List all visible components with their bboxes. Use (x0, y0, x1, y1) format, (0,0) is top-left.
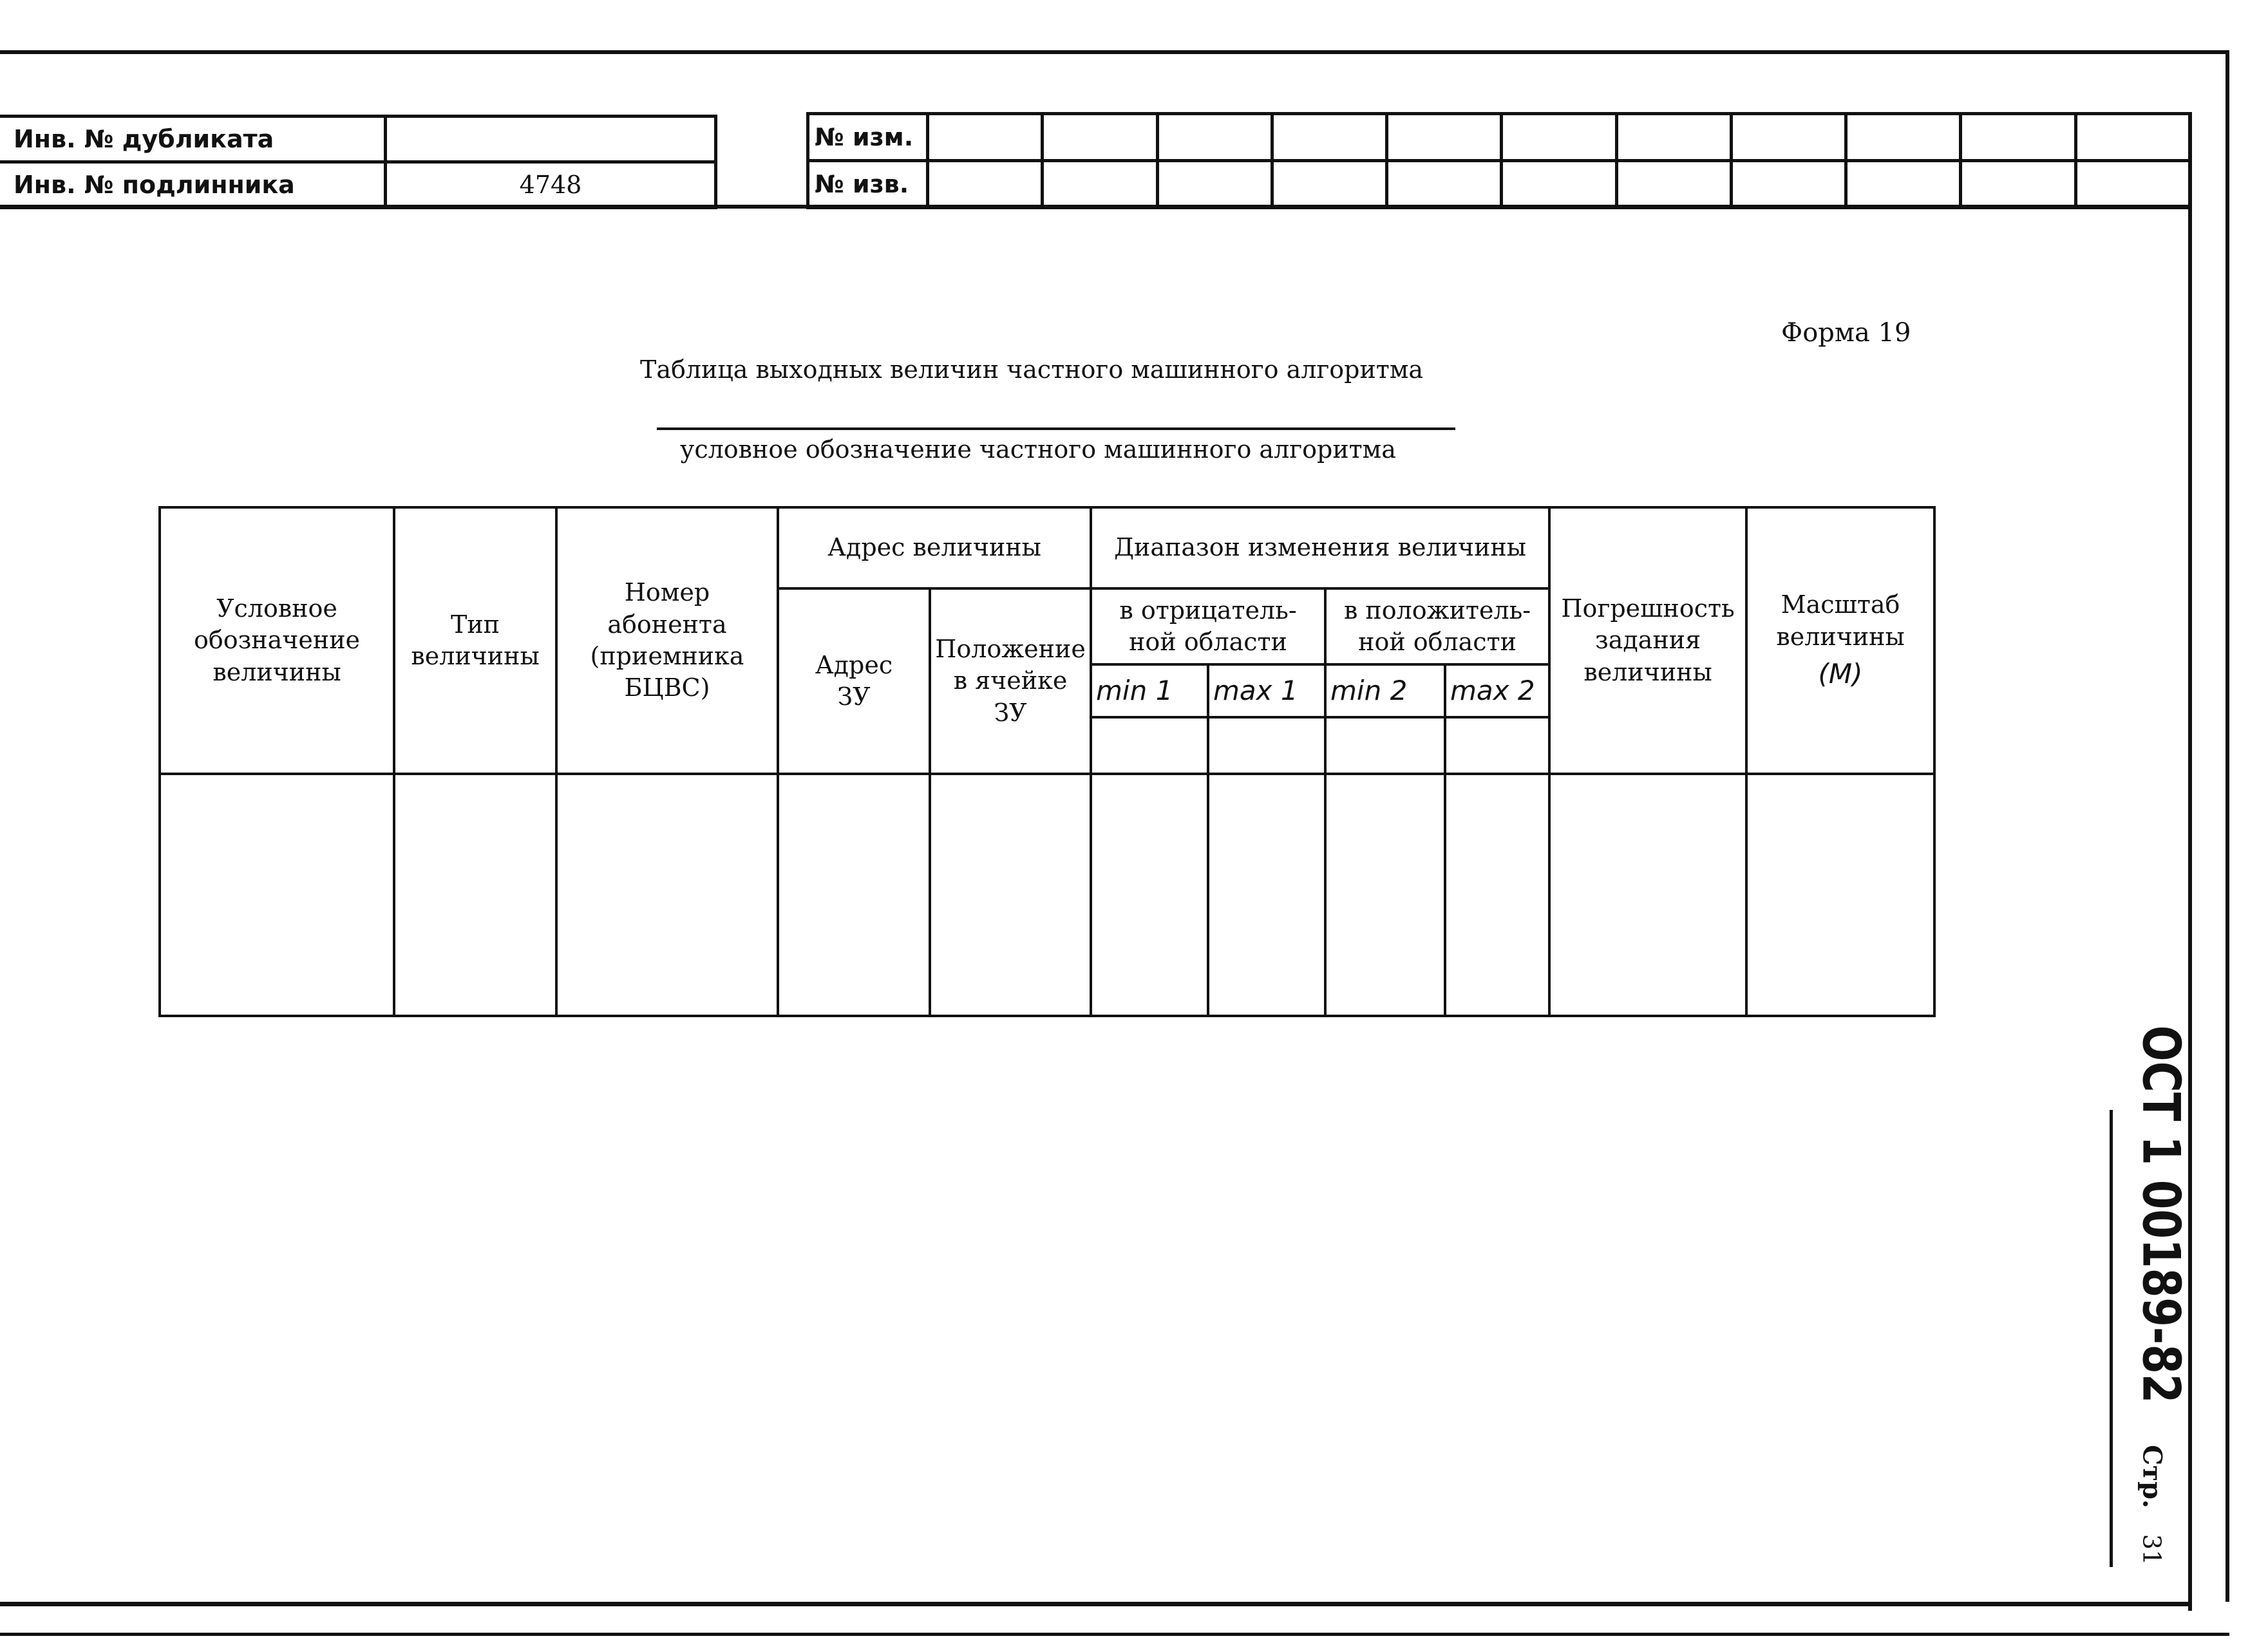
header-scale-label: Масштаб величины (1776, 590, 1905, 651)
table-cell (394, 774, 556, 1016)
page-subtitle: условное обозначение частного машинного алгоритма (680, 435, 1396, 464)
stamp-right-cell (1157, 161, 1272, 208)
stamp-right-cell (2075, 114, 2190, 161)
table-cell (1208, 774, 1325, 1016)
frame-bottom-outer-line (0, 1633, 2229, 1636)
stamp-right-cell (1272, 161, 1386, 208)
stamp-right (806, 112, 2192, 209)
page-label: Стр. (2137, 1445, 2168, 1508)
table-cell (1091, 717, 1208, 774)
stamp-right-cell (1846, 161, 1961, 208)
stamp-right-cell (1387, 161, 1502, 208)
stamp-right-label-notice: № изв. (808, 161, 928, 208)
header-range-group: Диапазон изменения величины (1091, 507, 1549, 588)
table-cell (1549, 774, 1746, 1016)
header-subscriber-number: Номер абонента (приемника БЦВС) (556, 507, 778, 774)
standard-designation: ОСТ 1 00189-82 (2131, 1025, 2191, 1403)
header-position-in-cell: Положение в ячейке ЗУ (930, 588, 1091, 774)
page-title: Таблица выходных величин частного машинного алгоритма (640, 355, 1424, 384)
table-cell (1445, 774, 1549, 1016)
header-range-negative: в отрицатель- ной области (1091, 588, 1325, 664)
stamp-right-cell (1961, 114, 2075, 161)
table-cell (1208, 717, 1325, 774)
side-stamp-rule (2110, 1110, 2113, 1567)
frame-top-line (0, 50, 2228, 54)
header-type: Тип величины (394, 507, 556, 774)
frame-right-outer-line (2225, 50, 2229, 1602)
stamp-right-cell (1043, 161, 1157, 208)
stamp-right-cell (2075, 161, 2190, 208)
stamp-right-cell (1731, 161, 1846, 208)
stamp-right-cell (1731, 114, 1846, 161)
header-range-positive: в положитель- ной области (1325, 588, 1549, 664)
stamp-right-cell (928, 114, 1043, 161)
header-scale-symbol: (M) (1818, 658, 1863, 690)
form-label: Форма 19 (1781, 318, 1911, 348)
stamp-left (0, 115, 717, 209)
stamp-right-cell (1846, 114, 1961, 161)
header-address-zu: Адрес ЗУ (778, 588, 930, 774)
header-address-group: Адрес величины (778, 507, 1091, 588)
frame-bottom-inner-line (0, 1602, 2192, 1606)
header-max1: max 1 (1208, 664, 1325, 717)
stamp-right-cell (1043, 114, 1157, 161)
table-cell (1325, 717, 1445, 774)
header-designation: Условное обозначение величины (160, 507, 394, 774)
header-error: Погрешность задания величины (1549, 507, 1746, 774)
stamp-right-cell (1502, 114, 1616, 161)
header-max2: max 2 (1445, 664, 1549, 717)
stamp-left-value-duplicate (386, 117, 716, 162)
table-cell (930, 774, 1091, 1016)
subtitle-rule (657, 427, 1455, 430)
table-cell (160, 774, 394, 1016)
stamp-left-label-duplicate: Инв. № дубликата (0, 117, 386, 162)
stamp-right-cell (1616, 114, 1731, 161)
stamp-left-value-original: 4748 (386, 162, 716, 208)
page-number: 31 (2137, 1534, 2166, 1566)
header-min2: min 2 (1325, 664, 1445, 717)
stamp-right-cell (1387, 114, 1502, 161)
table-cell (1445, 717, 1549, 774)
output-values-table (158, 506, 1936, 1017)
stamp-right-cell (1157, 114, 1272, 161)
stamp-right-cell (1961, 161, 2075, 208)
stamp-right-cell (1502, 161, 1616, 208)
stamp-right-label-change: № изм. (808, 114, 928, 161)
table-cell (778, 774, 930, 1016)
table-cell (556, 774, 778, 1016)
table-cell (1325, 774, 1445, 1016)
table-cell (1091, 774, 1208, 1016)
header-scale (1746, 507, 1934, 774)
table-row (160, 774, 1934, 1016)
stamp-right-cell (1272, 114, 1386, 161)
table-cell (1746, 774, 1934, 1016)
stamp-left-label-original: Инв. № подлинника (0, 162, 386, 208)
header-min1: min 1 (1091, 664, 1208, 717)
stamp-right-cell (1616, 161, 1731, 208)
stamp-right-cell (928, 161, 1043, 208)
